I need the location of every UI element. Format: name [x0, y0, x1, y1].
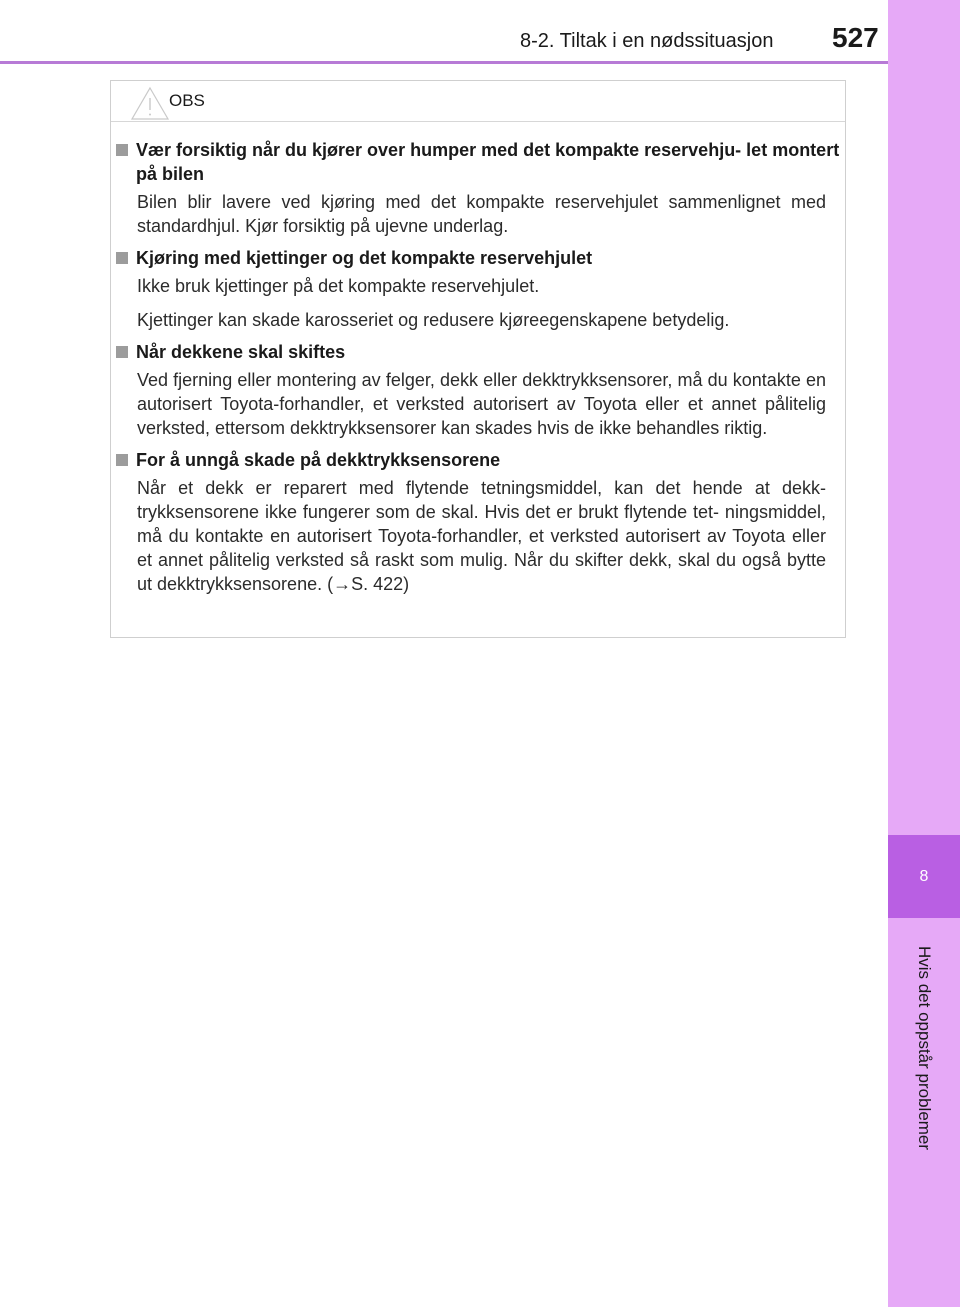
bullet-square-icon — [116, 252, 128, 264]
warning-triangle-icon — [130, 86, 170, 121]
chapter-tab[interactable] — [888, 835, 960, 918]
item-title: For å unngå skade på dekktrykksensorene — [136, 450, 501, 470]
bullet-square-icon — [116, 144, 128, 156]
header-divider — [0, 61, 888, 64]
item-paragraph: Bilen blir lavere ved kjøring med det kompakte reservehjulet sammenlignet med standardhjul. Kjør forsiktig på ujevne underlag. — [137, 192, 826, 236]
page-header — [0, 0, 888, 62]
caution-item — [116, 448, 842, 596]
item-title: Kjøring med kjettinger og det kompakte reservehjulet — [136, 248, 593, 268]
chapter-title: Hvis det oppstår problemer — [915, 945, 934, 1151]
page-number: 527 — [832, 22, 879, 53]
caution-header — [111, 81, 845, 122]
caution-item — [116, 246, 842, 332]
item-title: Vær forsiktig når du kjører over humper med det kompakte reservehju- let montert på bilen — [136, 140, 840, 184]
bullet-square-icon — [116, 346, 128, 358]
item-paragraph: Ved fjerning eller montering av felger, dekk eller dekktrykksensorer, må du kontakte en autorisert Toyota-forhandler, et verksted autorisert av Toyota eller et annet pålitelig verksted, ettersom dekktrykksensorer kan skades hvis de ikke behandles riktig. — [137, 370, 826, 438]
bullet-square-icon — [116, 454, 128, 466]
caution-box — [110, 80, 846, 638]
caution-item — [116, 340, 842, 440]
caution-content — [116, 138, 842, 604]
chapter-number: 8 — [919, 867, 929, 885]
item-paragraph: Ikke bruk kjettinger på det kompakte reservehjulet. — [137, 276, 540, 296]
item-title: Når dekkene skal skiftes — [136, 342, 346, 362]
caution-item — [116, 138, 842, 238]
section-title: 8-2. Tiltak i en nødssituasjon — [520, 30, 774, 52]
item-paragraph: Når et dekk er reparert med flytende tetningsmiddel, kan det hende at dekk- trykksensorene ikke fungerer som de skal. Hvis det er brukt flytende tet- ningsmiddel, må du kontakte en autorisert Toyota-forhandler, et verksted autorisert av Toyota eller et annet pålitelig verksted så raskt som mulig. Når du skifter dekk, skal du også bytte ut dekktrykksensorene. (→S. 422) — [137, 478, 826, 594]
caution-label: OBS — [169, 91, 205, 110]
item-paragraph: Kjettinger kan skade karosseriet og redusere kjøreegenskapene betydelig. — [137, 310, 730, 330]
